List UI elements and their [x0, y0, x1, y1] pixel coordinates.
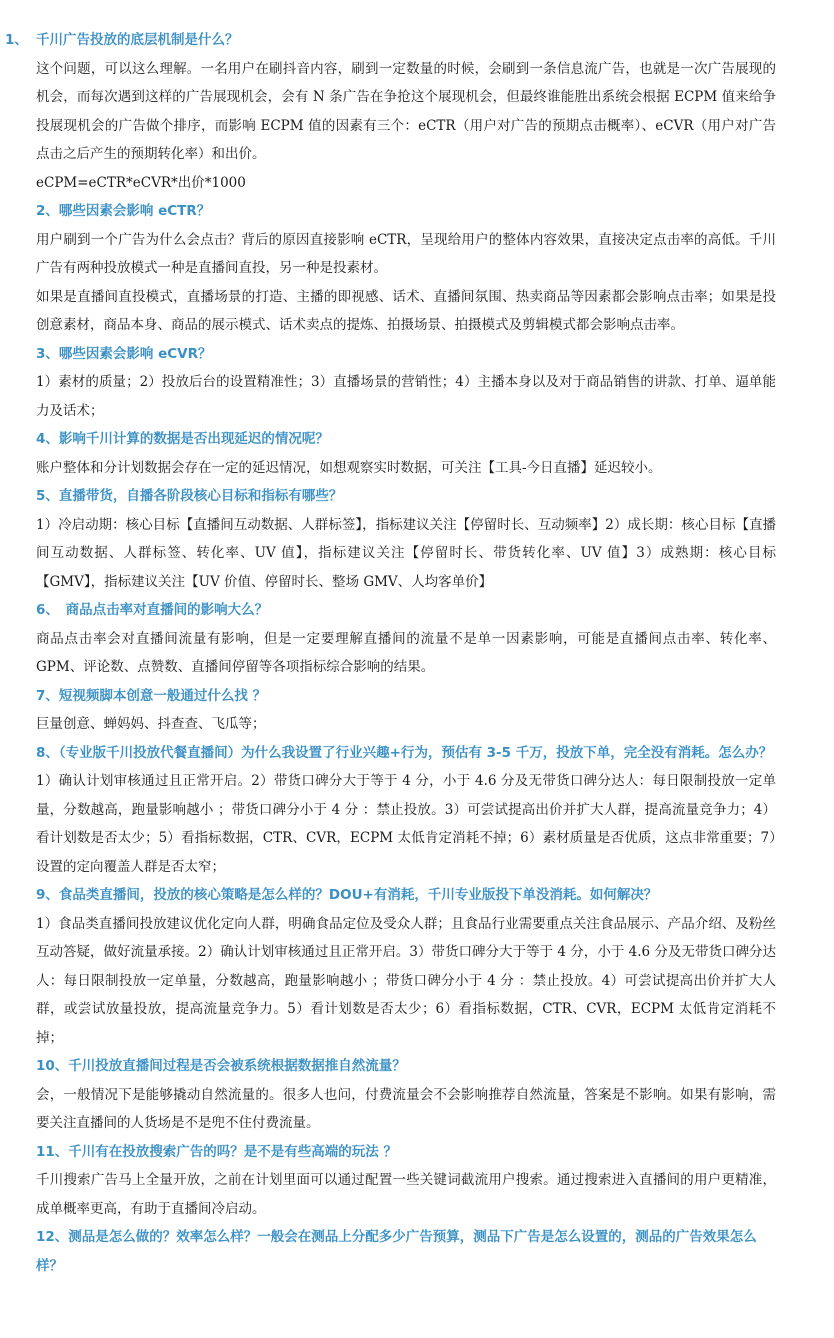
answer-11-paragraph-1: 千川搜索广告马上全量开放，之前在计划里面可以通过配置一些关键词截流用户搜索。通过搜索进入直播间的用户更精准，成单概率更高，有助于直播间冷启动。	[36, 1172, 776, 1217]
answer-2-paragraph-1: 用户刷到一个广告为什么会点击？背后的原因直接影响 eCTR，呈现给用户的整体内容效果，直接决定点击率的高低。千川广告有两种投放模式一种是直播间直投，另一种是投素材。	[36, 231, 776, 276]
answer-5-paragraph-1: 1）冷启动期：核心目标【直播间互动数据、人群标签】，指标建议关注【停留时长、互动频率】2）成长期：核心目标【直播间互动数据、人群标签、转化率、UV 值】，指标建议关注【停留时长、带货转化率、UV 值】3）成熟期：核心目标【GMV】，指标建议关注【UV 价值、停留时长、整场 GMV、人均客单价】	[36, 516, 776, 590]
question-1-heading	[5, 26, 776, 55]
question-4-heading: 4、影响千川计算的数据是否出现延迟的情况呢？	[36, 431, 329, 447]
question-2-heading: 2、哪些因素会影响 eCTR？	[36, 203, 211, 219]
answer-8-paragraph-1: 1）确认计划审核通过且正常开启。2）带货口碑分大于等于 4 分，小于 4.6 分及无带货口碑分达人：每日限制投放一定单量，分数越高，跑量影响越小 ；带货口碑分小于 4 分 ：禁止投放。3）可尝试提高出价并扩大人群，提高流量竞争力；4）看计划数是否太少；5）看指标数据，CTR、CVR，ECPM 太低肯定消耗不掉；6）素材质量是否优质，这点非常重要；7）设置的定向覆盖人群是否太窄；	[36, 773, 776, 875]
question-12-heading: 12、测品是怎么做的？效率怎么样？一般会在测品上分配多少广告预算，测品下广告是怎么设置的，测品的广告效果怎么样？	[36, 1229, 757, 1274]
question-8-heading: 8、（专业版千川投放代餐直播间）为什么我设置了行业兴趣+行为，预估有 3-5 千万，投放下单，完全没有消耗。怎么办？	[36, 744, 773, 761]
answer-7-paragraph-1: 巨量创意、蝉妈妈、抖查查、飞瓜等；	[36, 716, 266, 732]
answer-6-paragraph-1: 商品点击率会对直播间流量有影响，但是一定要理解直播间的流量不是单一因素影响，可能是直播间点击率、转化率、GPM、评论数、点赞数、直播间停留等各项指标综合影响的结果。	[36, 630, 776, 675]
answer-1-paragraph-1: 这个问题，可以这么理解。一名用户在刷抖音内容，刷到一定数量的时候，会刷到一条信息流广告，也就是一次广告展现的机会，而每次遇到这样的广告展现机会，会有 N 条广告在争抢这个展现机会，但最终谁能胜出系统会根据 ECPM 值来给争投展现机会的广告做个排序，而影响 ECPM 值的因素有三个：eCTR（用户对广告的预期点击概率）、eCVR（用户对广告点击之后产生的预期转化率）和出价。	[36, 60, 776, 162]
question-9-heading: 9、食品类直播间，投放的核心策略是怎么样的？DOU+有消耗，千川专业版投下单没消耗。如何解决？	[36, 887, 658, 903]
question-10-heading: 10、千川投放直播间过程是否会被系统根据数据推自然流量？	[36, 1058, 406, 1074]
answer-2-paragraph-2: 如果是直播间直投模式，直播场景的打造、主播的即视感、话术、直播间氛围、热卖商品等因素都会影响点击率；如果是投创意素材，商品本身、商品的展示模式、话术卖点的提炼、拍摄场景、拍摄模式及剪辑模式都会影响点击率。	[36, 288, 776, 333]
answer-1-formula: eCPM=eCTR*eCVR*出价*1000	[36, 174, 246, 191]
answer-9-paragraph-1: 1）食品类直播间投放建议优化定向人群，明确食品定位及受众人群；且食品行业需要重点关注食品展示、产品介绍、及粉丝互动答疑，做好流量承接。2）确认计划审核通过且正常开启。3）带货口碑分大于等于 4 分，小于 4.6 分及无带货口碑分达人：每日限制投放一定单量，分数越高，跑量影响越小 ；带货口碑分小于 4 分 ：禁止投放。4）可尝试提高出价并扩大人群，或尝试放量投放，提高流量竞争力。5）看计划数是否太少；6）看指标数据，CTR、CVR，ECPM 太低肯定消耗不掉；	[36, 915, 776, 1046]
question-5-heading: 5、直播带货，自播各阶段核心目标和指标有哪些？	[36, 488, 343, 504]
question-1-text: 千川广告投放的底层机制是什么？	[36, 32, 239, 48]
question-7-heading: 7、短视频脚本创意一般通过什么找 ？	[36, 687, 267, 704]
question-11-heading: 11、千川有在投放搜索广告的吗？是不是有些高端的玩法 ？	[36, 1143, 397, 1160]
answer-10-paragraph-1: 会，一般情况下是能够撬动自然流量的。很多人也问，付费流量会不会影响推荐自然流量，答案是不影响。如果有影响，需要关注直播间的人货场是不是兜不住付费流量。	[36, 1086, 776, 1131]
answer-3-paragraph-1: 1）素材的质量；2）投放后台的设置精准性；3）直播场景的营销性；4）主播本身以及对于商品销售的讲款、打单、逼单能力及话术；	[36, 374, 776, 419]
question-1-number: 1、	[5, 32, 28, 48]
answer-4-paragraph-1: 账户整体和分计划数据会存在一定的延迟情况，如想观察实时数据，可关注【工具-今日直播】延迟较小。	[36, 459, 662, 476]
question-6-heading: 6、 商品点击率对直播间的影响大么？	[36, 602, 269, 618]
question-3-heading: 3、哪些因素会影响 eCVR？	[36, 345, 212, 362]
